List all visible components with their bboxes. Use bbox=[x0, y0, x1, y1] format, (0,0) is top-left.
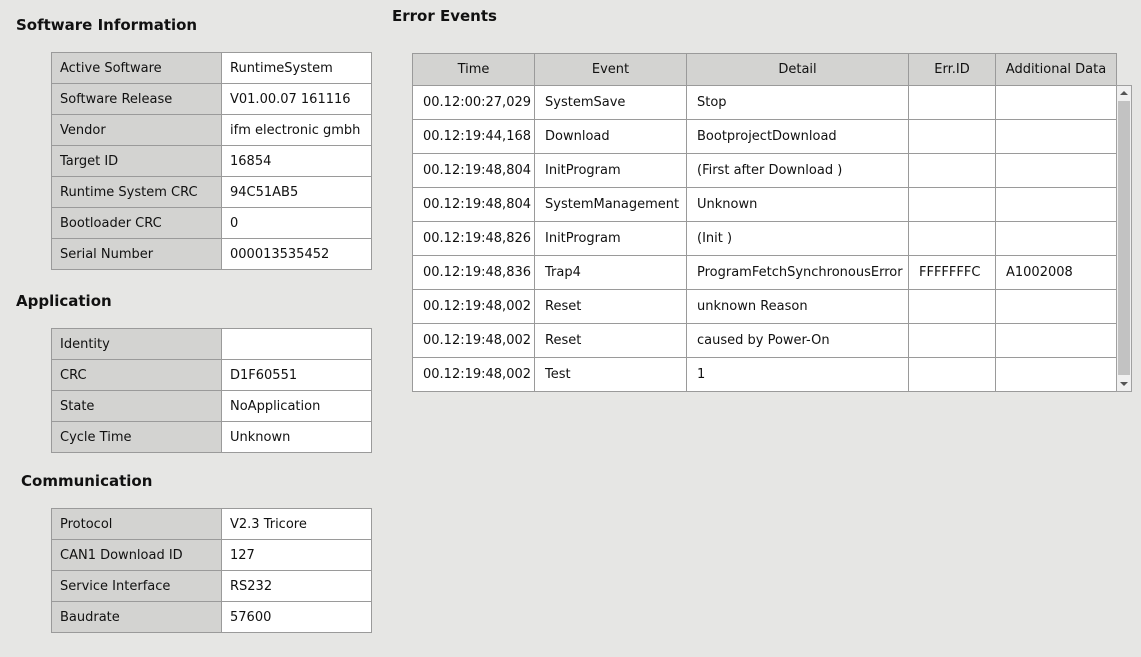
table-row[interactable] bbox=[413, 120, 1117, 154]
cell-detail: Stop bbox=[687, 86, 909, 120]
up-arrow-icon bbox=[1117, 86, 1131, 100]
row-label: Vendor bbox=[52, 115, 222, 146]
row-label: Active Software bbox=[52, 53, 222, 84]
table-row bbox=[52, 53, 372, 84]
cell-additional-data bbox=[996, 324, 1117, 358]
table-header-row bbox=[413, 54, 1117, 86]
cell-event: InitProgram bbox=[535, 154, 687, 188]
row-label: Serial Number bbox=[52, 239, 222, 270]
table-row bbox=[52, 84, 372, 115]
column-header-time[interactable]: Time bbox=[413, 54, 535, 86]
cell-time: 00.12:19:48,826 bbox=[413, 222, 535, 256]
cell-detail: BootprojectDownload bbox=[687, 120, 909, 154]
scroll-thumb[interactable] bbox=[1118, 101, 1130, 375]
table-row bbox=[52, 422, 372, 453]
error-events-scrollbar[interactable] bbox=[1116, 85, 1132, 392]
column-header-additional-data[interactable]: Additional Data bbox=[996, 54, 1117, 86]
cell-event: Reset bbox=[535, 290, 687, 324]
cell-err-id bbox=[909, 86, 996, 120]
cell-event: SystemSave bbox=[535, 86, 687, 120]
row-value: V01.00.07 161116 bbox=[222, 84, 372, 115]
cell-time: 00.12:19:48,836 bbox=[413, 256, 535, 290]
row-label: State bbox=[52, 391, 222, 422]
cell-time: 00.12:19:44,168 bbox=[413, 120, 535, 154]
row-label: Bootloader CRC bbox=[52, 208, 222, 239]
cell-additional-data: A1002008 bbox=[996, 256, 1117, 290]
cell-event: Download bbox=[535, 120, 687, 154]
cell-err-id: FFFFFFFC bbox=[909, 256, 996, 290]
cell-time: 00.12:00:27,029 bbox=[413, 86, 535, 120]
table-row bbox=[52, 177, 372, 208]
down-arrow-icon bbox=[1117, 377, 1131, 391]
cell-detail: (First after Download ) bbox=[687, 154, 909, 188]
row-label: Service Interface bbox=[52, 571, 222, 602]
row-label: Protocol bbox=[52, 509, 222, 540]
table-row bbox=[52, 360, 372, 391]
error-events-title: Error Events bbox=[392, 7, 497, 25]
cell-time: 00.12:19:48,804 bbox=[413, 188, 535, 222]
cell-detail: 1 bbox=[687, 358, 909, 392]
cell-detail: caused by Power-On bbox=[687, 324, 909, 358]
row-value: NoApplication bbox=[222, 391, 372, 422]
table-row bbox=[52, 115, 372, 146]
row-value: 94C51AB5 bbox=[222, 177, 372, 208]
communication-table bbox=[51, 508, 372, 633]
cell-err-id bbox=[909, 222, 996, 256]
cell-err-id bbox=[909, 188, 996, 222]
table-row bbox=[52, 391, 372, 422]
table-row[interactable] bbox=[413, 86, 1117, 120]
table-row[interactable] bbox=[413, 358, 1117, 392]
communication-title: Communication bbox=[21, 472, 153, 490]
cell-event: SystemManagement bbox=[535, 188, 687, 222]
error-events-table bbox=[412, 53, 1117, 392]
cell-event: Reset bbox=[535, 324, 687, 358]
row-label: Software Release bbox=[52, 84, 222, 115]
row-label: Baudrate bbox=[52, 602, 222, 633]
row-value: 000013535452 bbox=[222, 239, 372, 270]
cell-err-id bbox=[909, 154, 996, 188]
row-value: RuntimeSystem bbox=[222, 53, 372, 84]
column-header-event[interactable]: Event bbox=[535, 54, 687, 86]
table-row[interactable] bbox=[413, 188, 1117, 222]
table-row[interactable] bbox=[413, 154, 1117, 188]
row-value: RS232 bbox=[222, 571, 372, 602]
table-row bbox=[52, 146, 372, 177]
scroll-up-button[interactable] bbox=[1117, 86, 1131, 100]
cell-additional-data bbox=[996, 290, 1117, 324]
table-row[interactable] bbox=[413, 222, 1117, 256]
table-row bbox=[52, 208, 372, 239]
table-row bbox=[52, 540, 372, 571]
cell-additional-data bbox=[996, 86, 1117, 120]
cell-event: Test bbox=[535, 358, 687, 392]
row-label: Target ID bbox=[52, 146, 222, 177]
table-row bbox=[52, 602, 372, 633]
table-row[interactable] bbox=[413, 324, 1117, 358]
row-value: 127 bbox=[222, 540, 372, 571]
table-row bbox=[52, 329, 372, 360]
table-row bbox=[52, 239, 372, 270]
cell-err-id bbox=[909, 290, 996, 324]
cell-detail: (Init ) bbox=[687, 222, 909, 256]
cell-additional-data bbox=[996, 222, 1117, 256]
software-info-table bbox=[51, 52, 372, 270]
cell-event: Trap4 bbox=[535, 256, 687, 290]
row-value: Unknown bbox=[222, 422, 372, 453]
row-label: Cycle Time bbox=[52, 422, 222, 453]
row-value bbox=[222, 329, 372, 360]
column-header-detail[interactable]: Detail bbox=[687, 54, 909, 86]
cell-time: 00.12:19:48,804 bbox=[413, 154, 535, 188]
cell-detail: Unknown bbox=[687, 188, 909, 222]
cell-time: 00.12:19:48,002 bbox=[413, 324, 535, 358]
row-value: D1F60551 bbox=[222, 360, 372, 391]
application-title: Application bbox=[16, 292, 112, 310]
table-row[interactable] bbox=[413, 290, 1117, 324]
cell-additional-data bbox=[996, 120, 1117, 154]
row-value: 57600 bbox=[222, 602, 372, 633]
cell-event: InitProgram bbox=[535, 222, 687, 256]
cell-additional-data bbox=[996, 358, 1117, 392]
application-table bbox=[51, 328, 372, 453]
cell-err-id bbox=[909, 358, 996, 392]
row-label: Runtime System CRC bbox=[52, 177, 222, 208]
row-label: CRC bbox=[52, 360, 222, 391]
cell-err-id bbox=[909, 120, 996, 154]
software-info-title: Software Information bbox=[16, 16, 198, 34]
table-row bbox=[52, 571, 372, 602]
table-row bbox=[52, 509, 372, 540]
row-value: 16854 bbox=[222, 146, 372, 177]
column-header-err-id[interactable]: Err.ID bbox=[909, 54, 996, 86]
cell-additional-data bbox=[996, 188, 1117, 222]
cell-detail: ProgramFetchSynchronousError bbox=[687, 256, 909, 290]
cell-detail: unknown Reason bbox=[687, 290, 909, 324]
row-value: V2.3 Tricore bbox=[222, 509, 372, 540]
cell-err-id bbox=[909, 324, 996, 358]
row-value: 0 bbox=[222, 208, 372, 239]
row-label: CAN1 Download ID bbox=[52, 540, 222, 571]
row-label: Identity bbox=[52, 329, 222, 360]
cell-additional-data bbox=[996, 154, 1117, 188]
row-value: ifm electronic gmbh bbox=[222, 115, 372, 146]
scroll-down-button[interactable] bbox=[1117, 377, 1131, 391]
table-row[interactable] bbox=[413, 256, 1117, 290]
cell-time: 00.12:19:48,002 bbox=[413, 290, 535, 324]
cell-time: 00.12:19:48,002 bbox=[413, 358, 535, 392]
